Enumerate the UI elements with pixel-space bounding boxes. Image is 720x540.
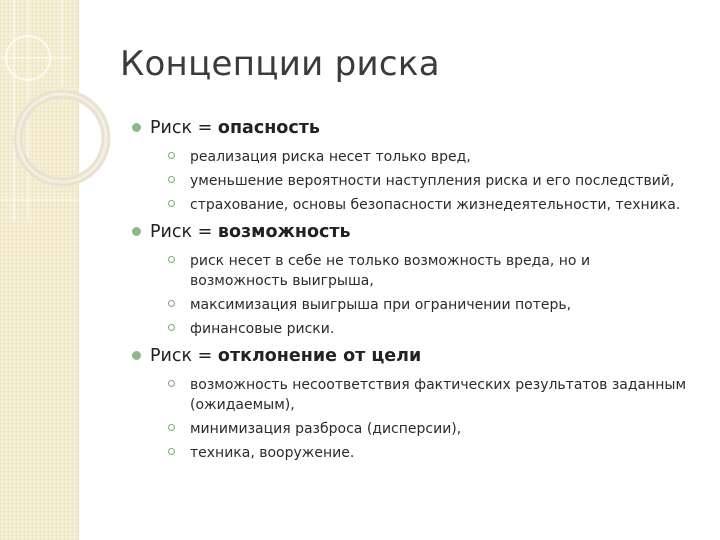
list-item-text: реализация риска несет только вред, — [190, 149, 471, 165]
concept-sublist — [150, 250, 692, 338]
concept-heading — [150, 344, 692, 368]
concept-heading — [150, 116, 692, 140]
concept-item-deviation — [132, 344, 692, 462]
concept-item-opportunity — [132, 220, 692, 338]
ring-bullet-icon — [168, 424, 175, 431]
bullet-icon — [132, 351, 141, 360]
list-item — [166, 374, 692, 414]
concept-item-danger — [132, 116, 692, 214]
list-item — [166, 194, 692, 214]
list-item — [166, 294, 692, 314]
concept-prefix: Риск = — [150, 346, 218, 366]
bullet-icon — [132, 123, 141, 132]
list-item-text: финансовые риски. — [190, 321, 335, 337]
list-item — [166, 442, 692, 462]
concept-emphasis: возможность — [217, 222, 351, 242]
list-item — [166, 318, 692, 338]
list-item-text: максимизация выигрыша при ограничении потерь, — [190, 297, 572, 313]
ring-bullet-icon — [168, 176, 175, 183]
ring-bullet-icon — [168, 300, 175, 307]
list-item — [166, 146, 692, 166]
list-item-text: минимизация разброса (дисперсии), — [190, 421, 462, 437]
list-item-text: техника, вооружение. — [190, 445, 355, 461]
bullet-icon — [132, 227, 141, 236]
slide-content — [132, 116, 692, 468]
decorative-sidebar — [0, 0, 79, 540]
list-item — [166, 250, 692, 290]
concept-sublist — [150, 374, 692, 462]
list-item-text: риск несет в себе не только возможность вреда, но и возможность выигрыша, — [190, 253, 591, 289]
concept-emphasis: отклонение от цели — [217, 346, 422, 366]
concept-emphasis: опасность — [217, 118, 320, 138]
ring-bullet-icon — [168, 448, 175, 455]
concept-sublist — [150, 146, 692, 214]
ring-bullet-icon — [168, 152, 175, 159]
list-item-text: возможность несоответствия фактических результатов заданным (ожидаемым), — [190, 377, 687, 413]
list-item-text: страхование, основы безопасности жизнедеятельности, техника. — [190, 197, 681, 213]
concept-prefix: Риск = — [150, 222, 218, 242]
ring-bullet-icon — [168, 200, 175, 207]
list-item — [166, 418, 692, 438]
ring-bullet-icon — [168, 324, 175, 331]
ring-bullet-icon — [168, 380, 175, 387]
list-item — [166, 170, 692, 190]
slide-title: Концепции риска — [120, 44, 440, 84]
concept-heading — [150, 220, 692, 244]
list-item-text: уменьшение вероятности наступления риска и его последствий, — [190, 173, 675, 189]
concept-prefix: Риск = — [150, 118, 218, 138]
ring-bullet-icon — [168, 256, 175, 263]
